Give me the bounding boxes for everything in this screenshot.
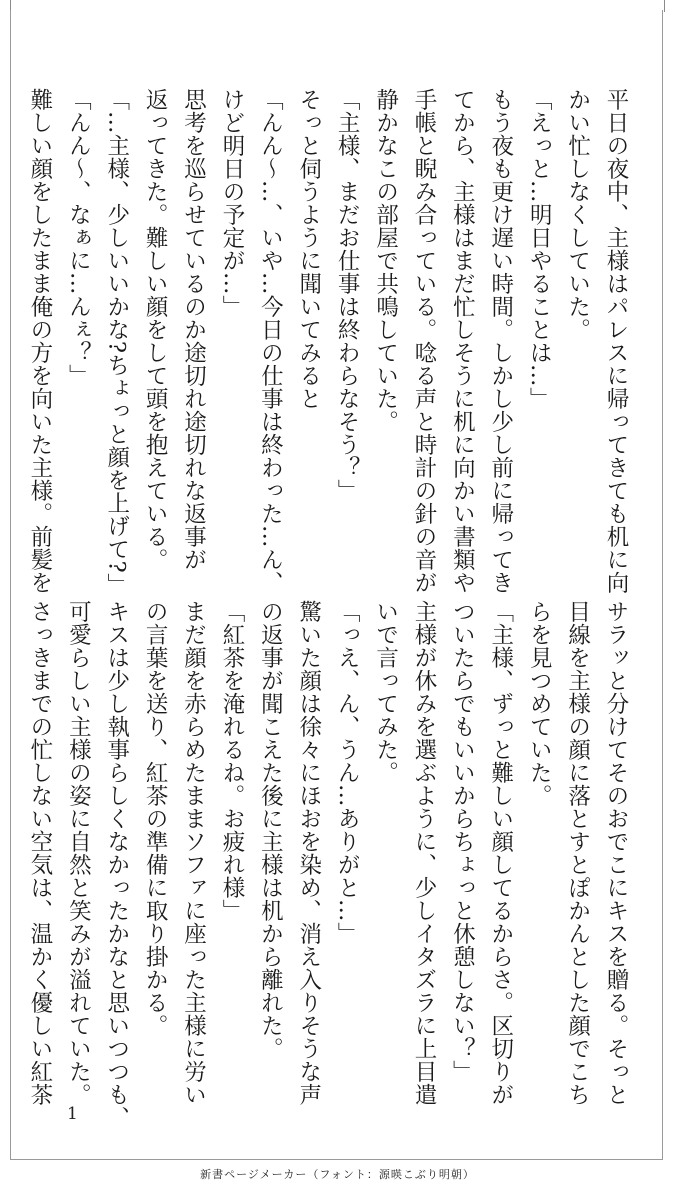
text-line: 「えっと…明日やることは…」: [526, 88, 553, 410]
text-line: 「主様、ずっと難しい顔してるからさ。区切りが: [487, 600, 514, 1106]
page-number: 1: [67, 1104, 78, 1124]
text-line: 可愛らしい主様の姿に自然と笑みが溢れていた。: [65, 600, 92, 1106]
text-line: 平日の夜中、主様はパレスに帰ってきても机に向: [603, 88, 629, 594]
text-line: サラッと分けてそのおでこにキスを贈る。そっと: [603, 600, 629, 1106]
text-line: 目線を主様の顔に落とすとぽかんとした顔でこち: [564, 600, 591, 1106]
footer-caption: 新書ページメーカー（フォント：源暎こぶり明朝）: [200, 1168, 475, 1181]
text-line: 「んん〜…、いや…今日の仕事は終わった…ん、: [257, 88, 284, 594]
text-line: まだ顔を赤らめたままソファに座った主様に労い: [180, 600, 207, 1106]
text-line: ついたらでもいいからちょっと休憩しない？」: [449, 600, 476, 1083]
text-line: 難しい顔をしたまま俺の方を向いた主様。前髪を: [26, 88, 53, 594]
text-line: さっきまでの忙しない空気は、温かく優しい紅茶: [26, 600, 53, 1106]
text-line: 手帳と睨み合っている。唸る声と時計の針の音が: [410, 88, 437, 594]
text-line: かい忙しなくしていた。: [564, 88, 591, 341]
text-line: てから、主様はまだ忙しそうに机に向かい書類や: [449, 88, 476, 594]
text-line: 返ってきた。難しい顔をして頭を抱えている。: [142, 88, 169, 571]
text-line: いで言ってみた。: [372, 600, 399, 784]
text-line: 「主様、まだお仕事は終わらなそう？」: [334, 88, 361, 502]
text-line: そっと伺うように聞いてみると: [295, 88, 322, 410]
text-line: 静かなこの部屋で共鳴していた。: [372, 88, 399, 433]
text-line: 「っえ、ん、うん…ありがと…」: [334, 600, 361, 945]
text-line: 「紅茶を淹れるね。お疲れ様」: [218, 600, 245, 922]
text-line: 思考を巡らせているのか途切れ途切れな返事が: [180, 88, 207, 571]
text-line: の言葉を送り、紅茶の準備に取り掛かる。: [142, 600, 169, 1037]
text-line: の返事が聞こえた後に主様は机から離れた。: [257, 600, 284, 1060]
vertical-text-block-top: [26, 88, 635, 597]
text-line: 驚いた顔は徐々にほおを染め、消え入りそうな声: [295, 600, 322, 1106]
text-line: 主様が休みを選ぶように、少しイタズラに上目遣: [410, 600, 437, 1106]
text-line: もう夜も更け遅い時間。しかし少し前に帰ってき: [487, 88, 514, 594]
text-line: 「…主様、少しいいかな?ちょっと顔を上げて?」: [103, 88, 130, 597]
book-page: [10, 10, 663, 1160]
text-line: 「んん〜、なぁに…んぇ？」: [65, 88, 92, 387]
text-line: らを見つめていた。: [526, 600, 553, 807]
text-line: キスは少し執事らしくなかったかなと思いつつも、: [103, 600, 130, 1129]
vertical-text-block-bottom: [26, 600, 635, 1129]
text-line: けど明日の予定が…」: [218, 88, 245, 318]
